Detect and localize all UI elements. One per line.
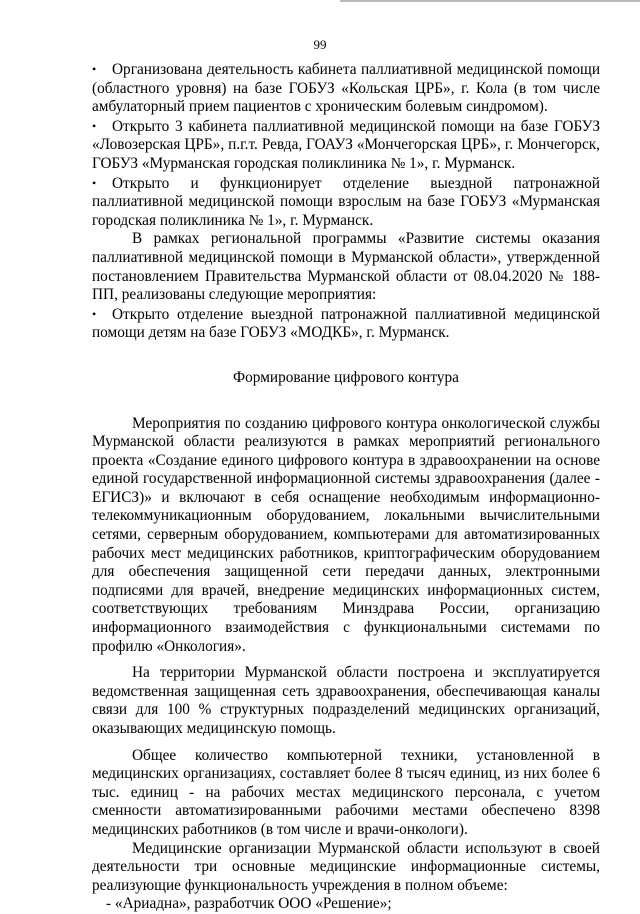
bullet-item [92,60,600,117]
bullet-text: Открыто и функционирует отделение выездной патронажной паллиативной медицинской помощи взрослым на базе ГОБУЗ «Мурманская городская поликлиника № 1», г. Мурманск. [92,174,600,229]
bullet-marker: • [92,306,97,321]
bullet-item [92,305,600,343]
dash-list-item: - «Ариадна», разработчик ООО «Решение»; [106,895,392,913]
bullet-marker: • [92,118,97,133]
section-heading: Формирование цифрового контура [233,368,459,386]
page-body [92,60,600,914]
body-paragraph: Мероприятия по созданию цифрового контура онкологической службы Мурманской области реализуются в рамках мероприятий регионального проекта «Создание единого цифрового контура в здравоохранении на основе единой государственной информационной системы здравоохранения (далее - ЕГИСЗ)» и включают в себя оснащение необходимым информационно-телекоммуникационным оборудованием, локальными вычислительными сетями, серверным оборудованием, компьютерами для автоматизированных рабочих мест медицинских работников, криптографическим оборудованием для обеспечения защищенной сети передачи данных, электронными подписями для врачей, внедрение медицинских информационных систем, соответствующих требованиям Минздрава России, организацию информационного взаимодействия с функциональными системами по профилю «Онкология». [92,414,600,655]
bullet-item [92,174,600,231]
bullet-text: Организована деятельность кабинета паллиативной медицинской помощи (областного уровня) на базе ГОБУЗ «Кольская ЦРБ», г. Кола (в том числе амбулаторный прием пациентов с хроническим болевым синдромом). [92,61,600,116]
program-paragraph: В рамках региональной программы «Развитие системы оказания паллиативной медицинской помощи в Мурманской области», утвержденной постановлением Правительства Мурманской области от 08.04.2020 № 188-ПП, реализованы следующие мероприятия: [92,230,600,304]
page-number: 99 [313,37,327,52]
bullet-item [92,117,600,174]
top-edge-line [340,0,640,2]
body-paragraph: На территории Мурманской области построена и эксплуатируется ведомственная защищенная сеть здравоохранения, обеспечивающая каналы связи для 100 % структурных подразделений медицинских организаций, оказывающих медицинскую помощь. [92,664,600,737]
bullet-marker: • [92,175,97,190]
bullet-text: Открыто отделение выездной патронажной паллиативной медицинской помощи детям на базе ГОБУЗ «МОДКБ», г. Мурманск. [92,305,600,342]
body-paragraph: Медицинские организации Мурманской области используют в своей деятельности три основные медицинские информационные системы, реализующие функциональность учреждения в полном объеме: [92,839,600,894]
bullet-text: Открыто 3 кабинета паллиативной медицинской помощи на базе ГОБУЗ «Ловозерская ЦРБ», п.г.т. Ревда, ГОАУЗ «Мончегорская ЦРБ», г. Мончегорск, ГОБУЗ «Мурманская городская поликлиника № 1», г. Мурманск. [92,117,600,172]
body-paragraph: Общее количество компьютерной техники, установленной в медицинских организациях, составляет более 8 тысяч единиц, из них более 6 тыс. единиц - на рабочих местах медицинского персонала, с учетом сменности автоматизированными рабочими местами обеспечено 8398 медицинских работников (в том числе и врачи-онкологи). [92,746,600,838]
bullet-marker: • [92,62,97,76]
